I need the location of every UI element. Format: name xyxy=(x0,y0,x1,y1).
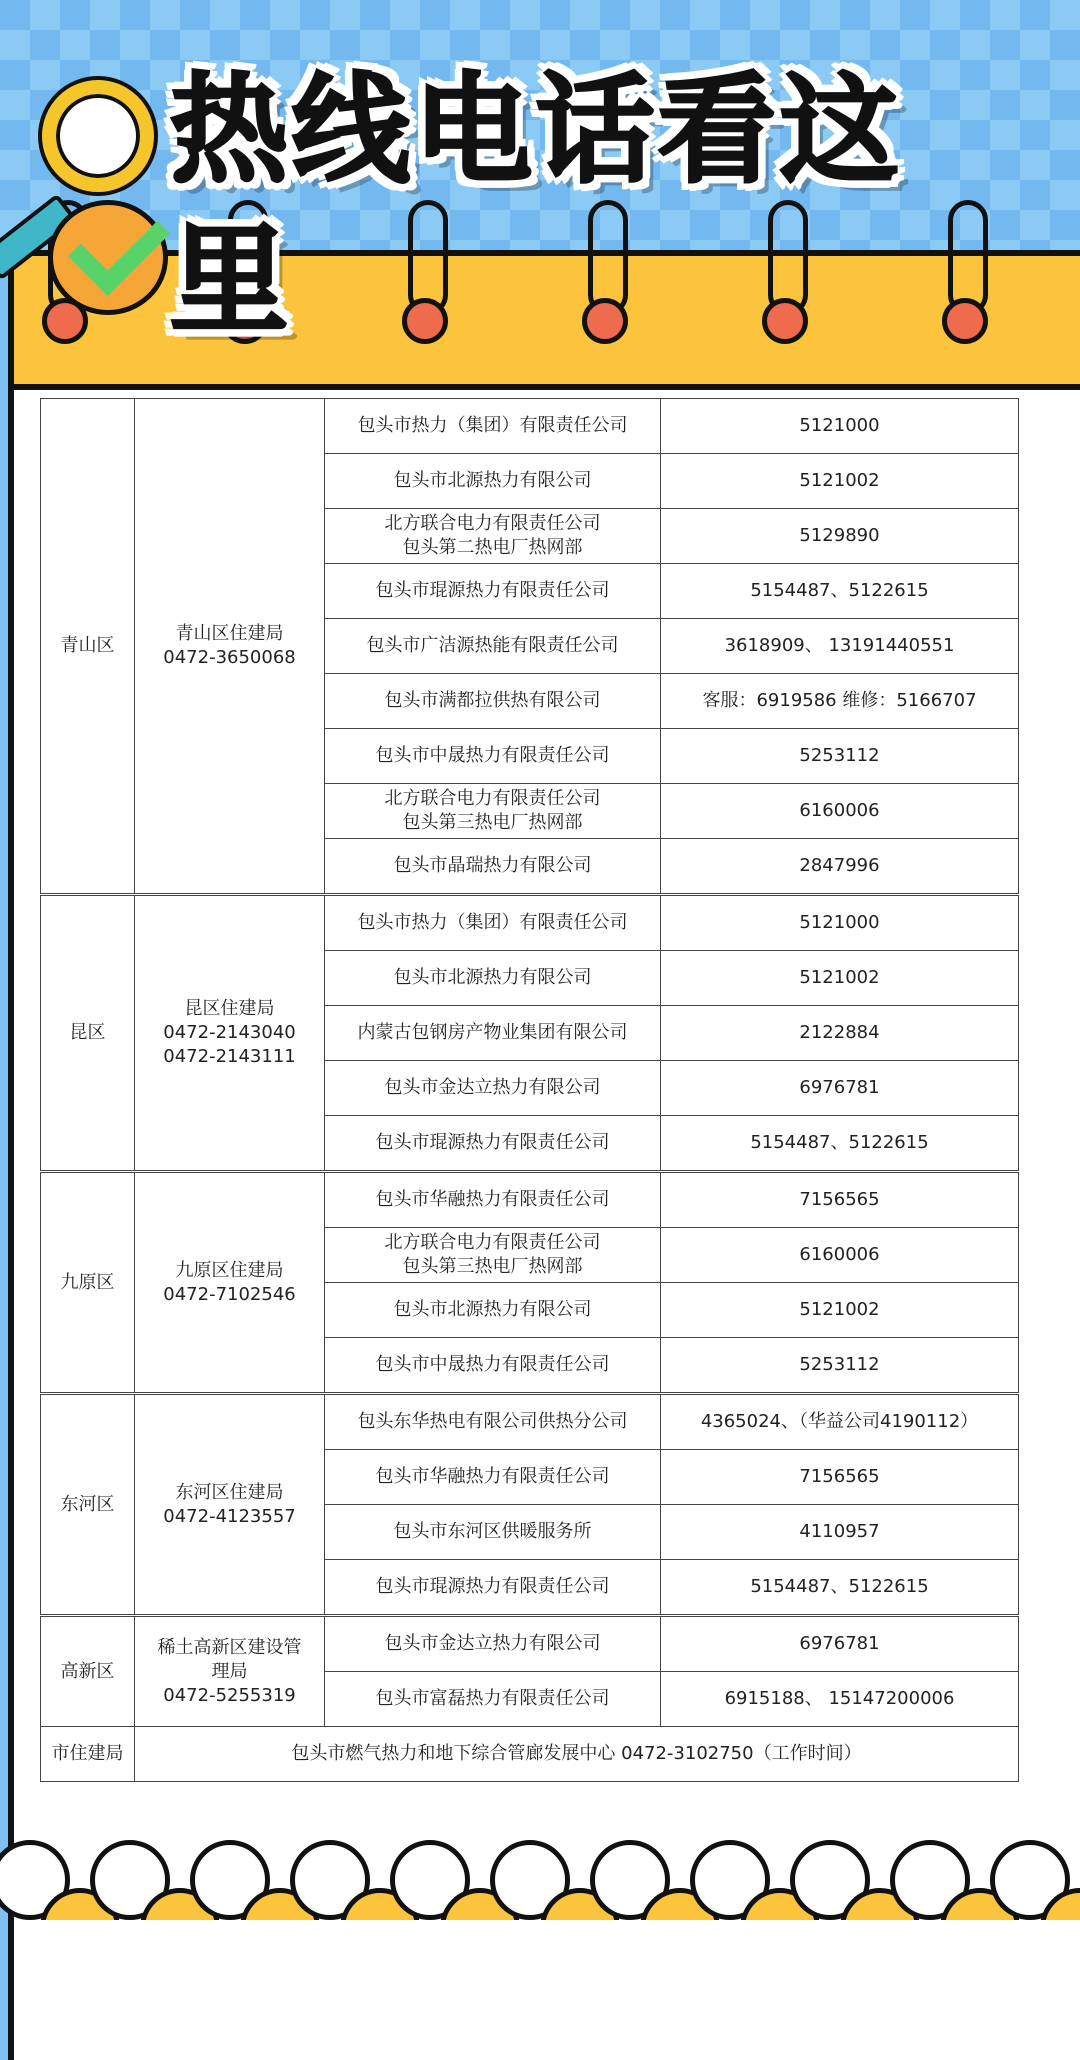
hotline-table-container xyxy=(40,398,1018,1782)
company-name: 包头市金达立热力有限公司 xyxy=(325,1616,661,1672)
company-phone: 5253112 xyxy=(661,1338,1019,1394)
company-name: 包头市中晟热力有限责任公司 xyxy=(325,1338,661,1394)
bureau-contact: 青山区住建局 0472-3650068 xyxy=(135,399,325,895)
bottom-decoration xyxy=(0,1810,1080,1920)
company-phone: 6160006 xyxy=(661,1228,1019,1283)
page-title: 热线电话看这里 xyxy=(170,61,903,349)
company-phone: 5154487、5122615 xyxy=(661,1560,1019,1616)
company-phone: 5129890 xyxy=(661,509,1019,564)
notepad-header-band xyxy=(8,250,1080,390)
district-name: 九原区 xyxy=(41,1172,135,1394)
binder-ring xyxy=(940,200,1000,330)
company-name: 北方联合电力有限责任公司 包头第三热电厂热网部 xyxy=(325,1228,661,1283)
hotline-table xyxy=(40,398,1019,1782)
company-name: 包头市北源热力有限公司 xyxy=(325,1283,661,1338)
company-name: 包头市满都拉供热有限公司 xyxy=(325,674,661,729)
footer-row-text: 包头市燃气热力和地下综合管廊发展中心 0472-3102750（工作时间） xyxy=(135,1727,1019,1782)
bureau-contact: 东河区住建局 0472-4123557 xyxy=(135,1394,325,1616)
company-phone: 5154487、5122615 xyxy=(661,1116,1019,1172)
company-phone: 4365024、（华益公司4190112） xyxy=(661,1394,1019,1450)
company-name: 包头市广洁源热能有限责任公司 xyxy=(325,619,661,674)
company-phone: 6915188、 15147200006 xyxy=(661,1672,1019,1727)
company-name: 内蒙古包钢房产物业集团有限公司 xyxy=(325,1006,661,1061)
company-phone: 客服：6919586 维修：5166707 xyxy=(661,674,1019,729)
bureau-contact: 九原区住建局 0472-7102546 xyxy=(135,1172,325,1394)
company-phone: 3618909、 13191440551 xyxy=(661,619,1019,674)
table-row xyxy=(41,1727,1019,1782)
company-name: 包头市金达立热力有限公司 xyxy=(325,1061,661,1116)
company-phone: 2847996 xyxy=(661,839,1019,895)
company-name: 包头市琨源热力有限责任公司 xyxy=(325,1560,661,1616)
company-name: 包头市热力（集团）有限责任公司 xyxy=(325,895,661,951)
company-name: 包头市东河区供暖服务所 xyxy=(325,1505,661,1560)
check-icon xyxy=(48,200,168,315)
table-row xyxy=(41,1172,1019,1228)
company-phone: 5121000 xyxy=(661,895,1019,951)
company-phone: 7156565 xyxy=(661,1172,1019,1228)
district-name: 东河区 xyxy=(41,1394,135,1616)
company-phone: 5121002 xyxy=(661,1283,1019,1338)
company-name: 包头市晶瑞热力有限公司 xyxy=(325,839,661,895)
company-phone: 4110957 xyxy=(661,1505,1019,1560)
company-phone: 7156565 xyxy=(661,1450,1019,1505)
company-name: 北方联合电力有限责任公司 包头第三热电厂热网部 xyxy=(325,784,661,839)
district-name: 青山区 xyxy=(41,399,135,895)
bureau-contact: 稀土高新区建设管 理局 0472-5255319 xyxy=(135,1616,325,1727)
company-name: 包头市北源热力有限公司 xyxy=(325,454,661,509)
company-name: 包头市琨源热力有限责任公司 xyxy=(325,1116,661,1172)
company-name: 包头东华热电有限公司供热分公司 xyxy=(325,1394,661,1450)
table-row xyxy=(41,399,1019,454)
company-phone: 5154487、5122615 xyxy=(661,564,1019,619)
company-phone: 6160006 xyxy=(661,784,1019,839)
table-row xyxy=(41,1394,1019,1450)
district-name: 昆区 xyxy=(41,895,135,1172)
company-name: 包头市华融热力有限责任公司 xyxy=(325,1172,661,1228)
table-row xyxy=(41,895,1019,951)
company-name: 包头市琨源热力有限责任公司 xyxy=(325,564,661,619)
company-phone: 6976781 xyxy=(661,1616,1019,1672)
company-phone: 5121002 xyxy=(661,454,1019,509)
company-name: 北方联合电力有限责任公司 包头第二热电厂热网部 xyxy=(325,509,661,564)
district-name: 高新区 xyxy=(41,1616,135,1727)
bureau-contact: 昆区住建局 0472-2143040 0472-2143111 xyxy=(135,895,325,1172)
company-name: 包头市中晟热力有限责任公司 xyxy=(325,729,661,784)
company-name: 包头市华融热力有限责任公司 xyxy=(325,1450,661,1505)
binder-ring xyxy=(400,200,460,330)
binder-ring xyxy=(580,200,640,330)
company-name: 包头市北源热力有限公司 xyxy=(325,951,661,1006)
company-phone: 2122884 xyxy=(661,1006,1019,1061)
company-phone: 5121000 xyxy=(661,399,1019,454)
company-name: 包头市热力（集团）有限责任公司 xyxy=(325,399,661,454)
company-name: 包头市富磊热力有限责任公司 xyxy=(325,1672,661,1727)
table-row xyxy=(41,1616,1019,1672)
company-phone: 5121002 xyxy=(661,951,1019,1006)
company-phone: 6976781 xyxy=(661,1061,1019,1116)
company-phone: 5253112 xyxy=(661,729,1019,784)
binder-ring xyxy=(760,200,820,330)
footer-row-name: 市住建局 xyxy=(41,1727,135,1782)
